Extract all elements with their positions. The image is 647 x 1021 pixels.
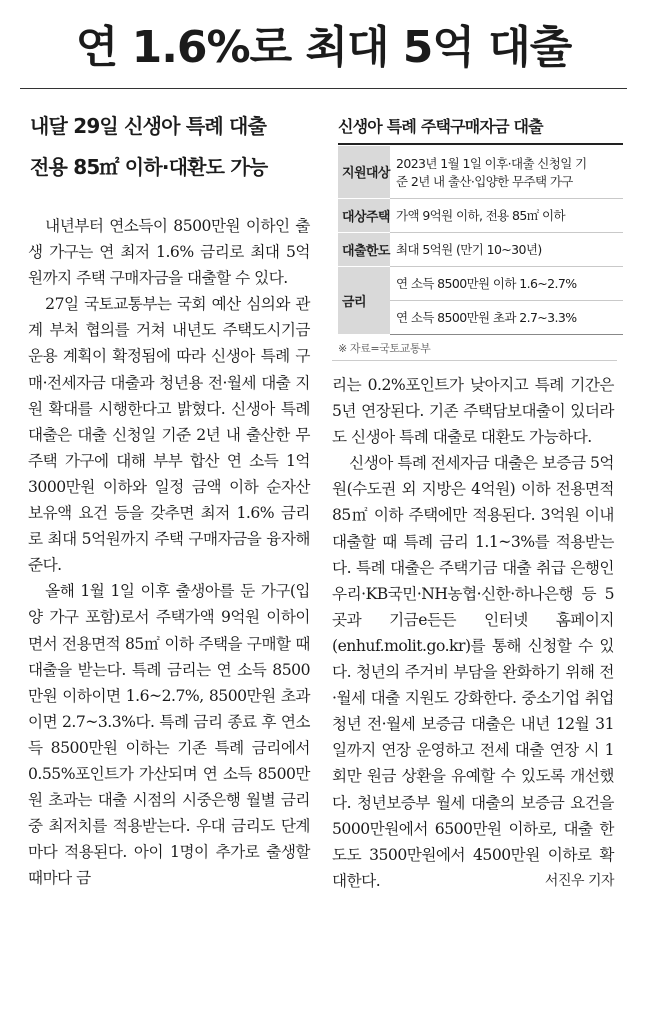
article-paragraph: 올해 1월 1일 이후 출생아를 둔 가구(입양 가구 포함)로서 주택가액 9억원 이하이면서 전용면적 85㎡ 이하 주택을 구매할 때 대출을 받는다. 특례 금리는 연 소득 8500만원 이하이면 1.6~2.7%, 8500만원 초과이면 2.7~3.3%다. 특례 금리 종료 후 연소득 8500만원 이하는 기존 특례 금리에서 0.55%포인트가 가산되며 연 소득 8500만원 초과는 대출 시점의 시중은행 월별 금리 중 최저치를 적용받는다. 우대 금리도 단계마다 적용된다. 아이 1명이 추가로 출생할 때마다 금 <box>28 582 310 888</box>
article-paragraph: 리는 0.2%포인트가 낮아지고 특례 기간은 5년 연장된다. 기존 주택담보대출이 있더라도 신생아 특례 대출로 대환도 가능하다. <box>332 376 614 447</box>
infobox-row <box>338 146 623 198</box>
article-paragraph-text: 신생아 특례 전세자금 대출은 보증금 5억원(수도권 외 지방은 4억원) 이하 전용면적 85㎡ 이하 주택에만 적용된다. 3억원 이내 대출할 때 특례 금리 1.1~3%를 적용받는다. 특례 대출은 주택기금 대출 취급 은행인 우리·KB국민·NH농협·신한·하나은행 등 5곳과 기금e든든 인터넷 홈페이지(enhuf.molit.go.kr)를 통해 신청할 수 있다. 청년의 주거비 부담을 완화하기 위해 전·월세 대출 지원도 강화한다. 중소기업 취업 청년 전·월세 보증금 대출은 내년 12월 31일까지 연장 운영하고 전세 대출 연장 시 1회만 원금 상환을 유예할 수 있도록 개선했다. 청년보증부 월세 대출의 보증금 요건을 5000만원에서 6500만원 이하로, 대출 한도도 3500만원에서 4500만원 이하로 확대한다. <box>332 454 614 890</box>
infobox-value-line: 준 2년 내 출산·입양한 무주택 가구 <box>396 173 573 189</box>
headline-rule <box>20 88 627 89</box>
article-column-left <box>28 213 310 891</box>
infobox-row <box>338 266 623 300</box>
article-paragraph: 27일 국토교통부는 국회 예산 심의와 관계 부처 협의를 거쳐 내년도 주택도시기금 운용 계획이 확정됨에 따라 신생아 특례 구매·전세자금 대출과 청년용 전·월세 대출 지원 확대를 시행한다고 밝혔다. 신생아 특례 대출은 대출 신청일 기준 2년 내 출산한 무주택 가구에 대해 부부 합산 연 소득 1억 3000만원 이하와 일정 금액 이하 순자산 보유액 요건 등을 갖추면 최저 1.6% 금리로 최대 5억원까지 주택 구매자금을 융자해 준다. <box>28 295 310 575</box>
infobox-value <box>390 146 623 198</box>
byline: 서진우 기자 <box>544 872 614 889</box>
infobox-label: 대상주택 <box>338 198 390 232</box>
article-paragraph: 내년부터 연소득이 8500만원 이하인 출생 가구는 연 최저 1.6% 금리로 최대 5억원까지 주택 구매자금을 대출할 수 있다. <box>28 217 310 288</box>
infobox-value: 연 소득 8500만원 초과 2.7~3.3% <box>390 300 623 334</box>
infobox-value: 최대 5억원 (만기 10~30년) <box>390 232 623 266</box>
headline: 연 1.6%로 최대 5억 대출 <box>75 22 572 73</box>
infobox-bottom-rule <box>332 360 617 361</box>
infobox-value-line: 2023년 1월 1일 이후·대출 신청일 기 <box>396 155 587 171</box>
infobox-value: 연 소득 8500만원 이하 1.6~2.7% <box>390 266 623 300</box>
subheadline-line-1: 내달 29일 신생아 특례 대출 <box>30 114 267 138</box>
article-column-right <box>332 372 614 894</box>
infobox-label: 대출한도 <box>338 232 390 266</box>
article-paragraph <box>332 450 614 894</box>
infobox-rule <box>338 143 623 145</box>
infobox-row <box>338 198 623 232</box>
infobox-title: 신생아 특례 주택구매자금 대출 <box>338 117 543 136</box>
infobox-label: 금리 <box>338 266 390 334</box>
infobox-value: 가액 9억원 이하, 전용 85㎡ 이하 <box>390 198 623 232</box>
infobox-source: ※ 자료=국토교통부 <box>338 342 431 355</box>
infobox-label: 지원대상 <box>338 146 390 198</box>
infobox-table <box>338 146 623 335</box>
subheadline-line-2: 전용 85㎡ 이하·대환도 가능 <box>30 155 268 179</box>
infobox-row <box>338 232 623 266</box>
